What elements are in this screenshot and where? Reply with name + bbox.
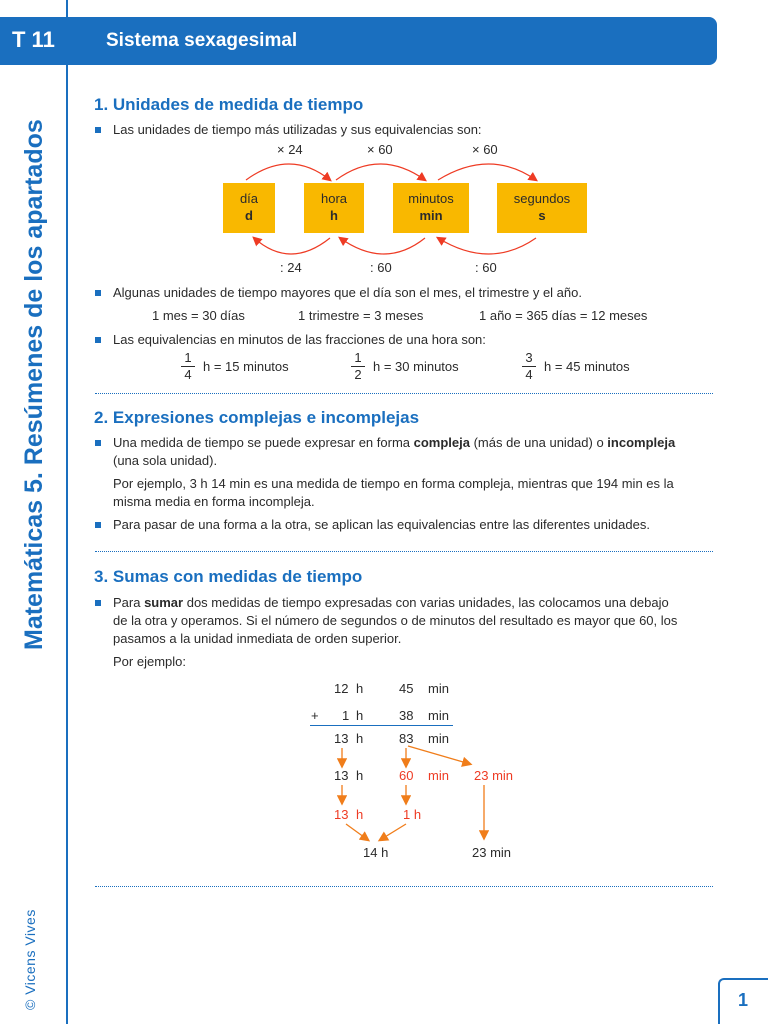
unit-symbol: min (419, 208, 443, 223)
sum-r2-m: 38 (399, 708, 414, 723)
unit-name: minutos (408, 191, 454, 206)
unit-box-hora (304, 183, 364, 233)
arrow-merge (346, 824, 368, 840)
bullet (95, 290, 101, 296)
arrow-seg-min (438, 238, 536, 254)
sum-r1-mu: min (428, 681, 449, 696)
arrow-merge (380, 824, 406, 840)
plus-sign: + (311, 708, 319, 723)
section1-intro: Las unidades de tiempo más utilizadas y sus equivalencias son: (113, 122, 482, 137)
example-label: Por ejemplo: (113, 654, 186, 669)
equivalence: 1 trimestre = 3 meses (298, 308, 424, 323)
arrow-hora-min (336, 164, 425, 180)
section3-p1-line3: pasamos a la unidad inmediata de orden superior. (113, 631, 402, 646)
multiplier-label: × 24 (277, 142, 303, 157)
topic-code: T 11 (12, 27, 55, 52)
page-title: Sistema sexagesimal (106, 30, 298, 51)
section2-p2-line1: Por ejemplo, 3 h 14 min es una medida de tiempo en forma compleja, mientras que 194 min es la (113, 476, 674, 491)
section2-p3: Para pasar de una forma a la otra, se aplican las equivalencias entre las diferentes unidades. (113, 517, 650, 532)
arrow-min-seg (438, 164, 536, 180)
sum-r3-m: 83 (399, 731, 414, 746)
conversion-arrows (0, 0, 768, 300)
sum-r1-hu: h (356, 681, 364, 696)
fraction-equivalence: h = 45 minutos (544, 359, 630, 374)
section2-p1-cont: (una sola unidad). (113, 453, 218, 468)
bullet (95, 522, 101, 528)
divisor-label: : 60 (475, 260, 497, 275)
unit-symbol: h (330, 208, 338, 223)
fraction: $\frac{3}{4}$ (522, 350, 536, 383)
result-hours: 14 h (363, 845, 389, 860)
page-number: 1 (738, 990, 749, 1010)
section2-p1: Una medida de tiempo se puede expresar en forma compleja (más de una unidad) o incompleja (113, 435, 676, 450)
fraction: $\frac{1}{2}$ (351, 350, 365, 383)
bullet (95, 600, 101, 606)
unit-box-dia (223, 183, 275, 233)
section2-p2-line2: misma media en forma incompleja. (113, 494, 315, 509)
result-minutes: 23 min (472, 845, 512, 860)
fractions-text: Las equivalencias en minutos de las fracciones de una hora son: (113, 332, 486, 347)
multiplier-label: × 60 (472, 142, 498, 157)
unit-box-minutos (393, 183, 469, 233)
copyright: © Vicens Vives (22, 909, 38, 1010)
sum-r3-hu: h (356, 731, 364, 746)
arrow-hora-dia (254, 238, 330, 254)
arrow-dia-hora (246, 164, 330, 180)
unit-name: hora (320, 191, 348, 206)
divisor-label: : 24 (280, 260, 302, 275)
fraction: $\frac{1}{4}$ (181, 350, 195, 383)
sum-r2-h: 1 (342, 708, 350, 723)
section1-heading: 1. Unidades de medida de tiempo (94, 95, 364, 114)
section-divider (95, 886, 713, 887)
equivalence: 1 año = 365 días = 12 meses (479, 308, 648, 323)
section3-p1: Para sumar dos medidas de tiempo expresadas con varias unidades, las colocamos una debajo (113, 595, 669, 610)
sum-r4-m: 60 (399, 768, 414, 783)
section-divider (95, 551, 713, 552)
sum-r3-h: 13 (334, 731, 349, 746)
unit-box-segundos (497, 183, 587, 233)
arrow-diagonal (408, 746, 470, 764)
sidebar-title: Matemáticas 5. Resúmenes de los apartados (20, 119, 48, 650)
sum-r5-h: 13 (334, 807, 349, 822)
larger-units-text: Algunas unidades de tiempo mayores que el día son el mes, el trimestre y el año. (113, 285, 582, 300)
sum-r4-mu: min (428, 768, 449, 783)
sum-arrows (0, 740, 768, 850)
multiplier-label: × 60 (367, 142, 393, 157)
page-number-tab (718, 978, 768, 1024)
unit-symbol: s (538, 208, 546, 223)
unit-symbol: d (245, 208, 253, 223)
sum-line (310, 725, 453, 726)
sum-r3-mu: min (428, 731, 449, 746)
equivalence: 1 mes = 30 días (152, 308, 245, 323)
sum-r2-hu: h (356, 708, 364, 723)
bullet (95, 337, 101, 343)
fraction-equivalence: h = 15 minutos (203, 359, 289, 374)
sum-r5-carry: 1 h (403, 807, 422, 822)
divisor-label: : 60 (370, 260, 392, 275)
bullet (95, 440, 101, 446)
sum-r4-rest: 23 min (474, 768, 514, 783)
unit-name: día (239, 191, 259, 206)
sum-r4-h: 13 (334, 768, 349, 783)
section2-heading: 2. Expresiones complejas e incomplejas (94, 408, 420, 427)
sum-r4-hu: h (356, 768, 364, 783)
section3-p1-line2: de la otra y operamos. Si el número de segundos o de minutos del resultado es mayor que 60, los (113, 613, 678, 628)
sum-r2-mu: min (428, 708, 449, 723)
sum-r1-h: 12 (334, 681, 349, 696)
unit-name: segundos (513, 191, 571, 206)
section-divider (95, 393, 713, 394)
sum-r1-m: 45 (399, 681, 414, 696)
sum-r5-hu: h (356, 807, 364, 822)
fraction-equivalence: h = 30 minutos (373, 359, 459, 374)
arrow-min-hora (340, 238, 425, 254)
section3-heading: 3. Sumas con medidas de tiempo (94, 567, 363, 586)
